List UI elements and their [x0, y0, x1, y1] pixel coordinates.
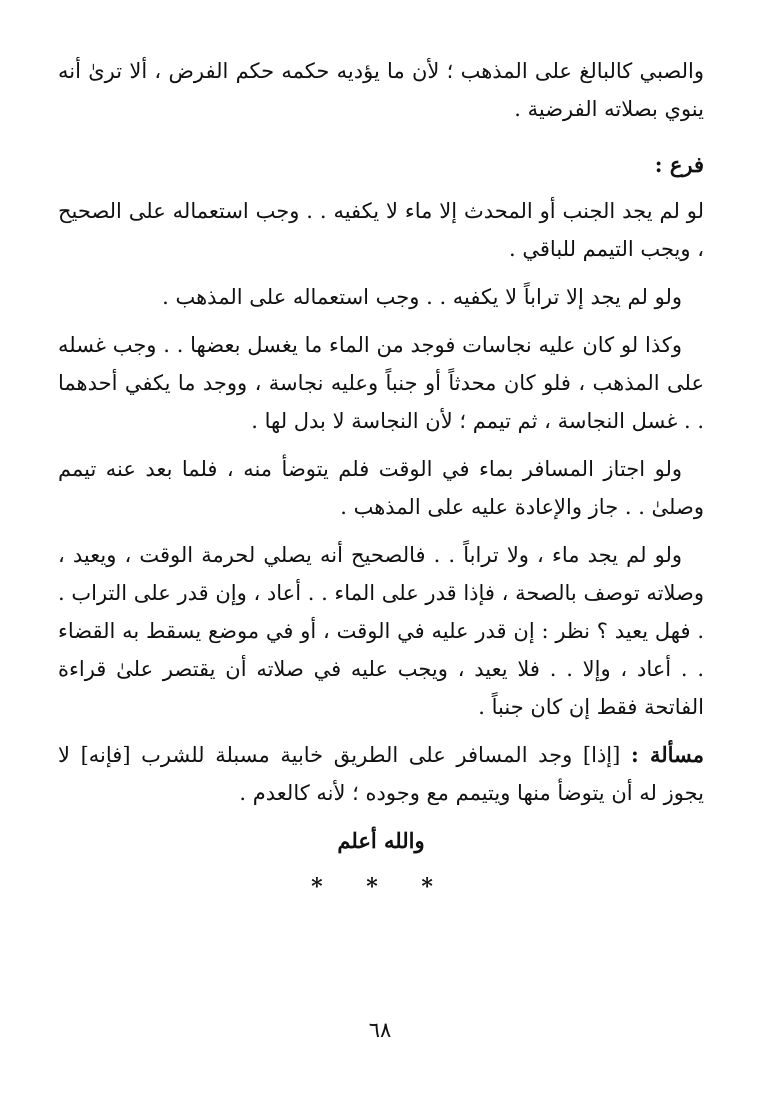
- paragraph-insufficient-dust: ولو لم يجد إلا تراباً لا يكفيه . . وجب استعماله على المذهب .: [162, 285, 682, 309]
- page-body: [58, 52, 704, 906]
- paragraph-insufficient-water: لو لم يجد الجنب أو المحدث إلا ماء لا يكفيه . . وجب استعماله على الصحيح ، ويجب التيمم للباقي .: [58, 199, 704, 261]
- masala-label: مسألة :: [630, 742, 704, 767]
- paragraph-child-prayer: والصبي كالبالغ على المذهب ؛ لأن ما يؤديه حكمه حكم الفرض ، ألا ترىٰ أنه ينوي بصلاته الفرضية .: [58, 59, 704, 121]
- masala-body: [إذا] وجد المسافر على الطريق خابية مسبلة للشرب [فإنه] لا يجوز له أن يتوضأ منها ويتيمم مع وجوده ؛ لأنه كالعدم .: [58, 743, 704, 805]
- section-heading-far: فرع :: [654, 152, 704, 177]
- paragraph-masala: [58, 736, 704, 812]
- paragraph-no-water-no-dust: ولو لم يجد ماء ، ولا تراباً . . فالصحيح أنه يصلي لحرمة الوقت ، ويعيد ، وصلاته توصف بالصحة ، فإذا قدر على الماء . . أعاد ، وإن قدر على التراب . . فهل يعيد ؟ نظر : إن قدر عليه في الوقت ، أو في موضع يسقط به القضاء . . أعاد ، وإلا . . فلا يعيد ، ويجب عليه في صلاته أن يقتصر علىٰ قراءة الفاتحة فقط إن كان جنباً .: [58, 543, 704, 719]
- paragraph-impurities: وكذا لو كان عليه نجاسات فوجد من الماء ما يغسل بعضها . . وجب غسله على المذهب ، فلو كان محدثاً أو جنباً وعليه نجاسة ، ووجد ما يكفي أحدهما . . غسل النجاسة ، ثم تيمم ؛ لأن النجاسة لا بدل لها .: [58, 333, 704, 433]
- page-number: ٦٨: [368, 1018, 392, 1042]
- paragraph-traveler-passing-water: ولو اجتاز المسافر بماء في الوقت فلم يتوضأ منه ، فلما بعد عنه تيمم وصلىٰ . . جاز والإعادة عليه على المذهب .: [58, 457, 704, 519]
- closing-phrase: والله أعلم: [337, 828, 425, 853]
- section-divider-stars: * * *: [311, 874, 451, 900]
